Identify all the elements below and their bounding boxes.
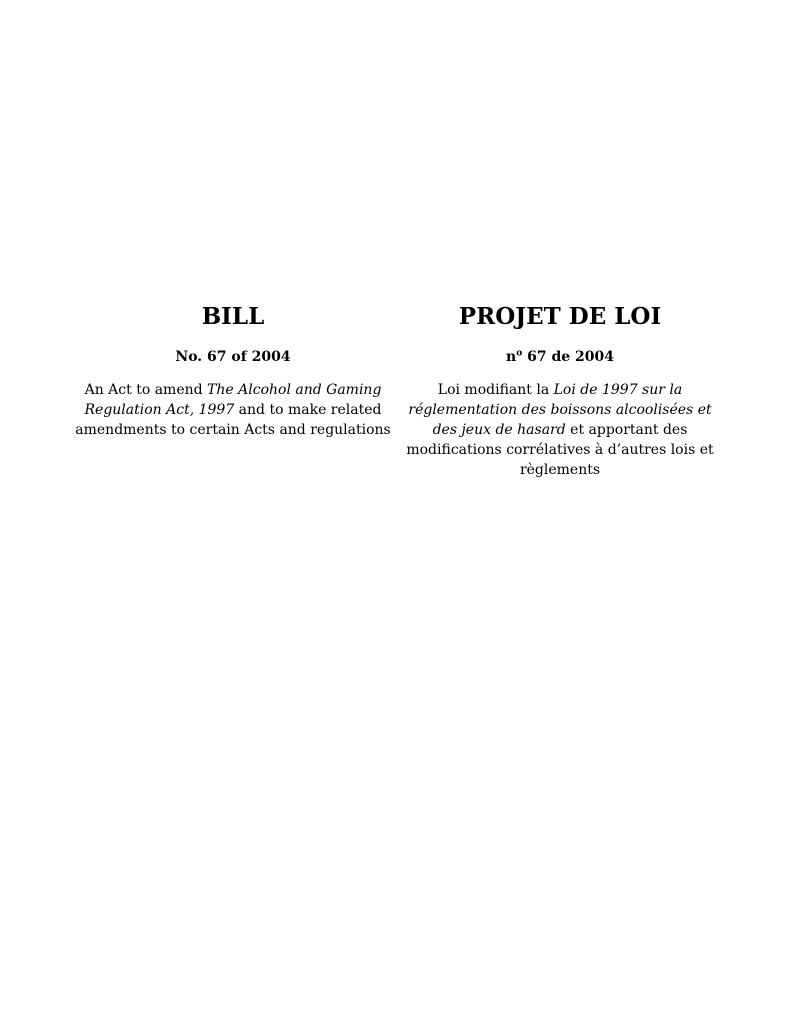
bill-description-en-part2: and to make related amendments to certain Acts and regulations <box>75 402 391 438</box>
bill-title-en: BILL <box>201 303 265 330</box>
act-title-fr: Loi de 1997 sur la réglementation des boissons alcoolisées et des jeux de hasard <box>408 382 712 438</box>
bill-description-fr-part1: Loi modifiant la <box>437 382 554 398</box>
bill-description-en-part1: An Act to amend <box>84 382 208 398</box>
bill-description-en <box>68 380 398 440</box>
bill-number-en: No. 67 of 2004 <box>175 349 291 365</box>
act-title-en: The Alcohol and Gaming Regulation Act, 1997 <box>84 382 382 418</box>
bill-description-fr <box>405 380 715 480</box>
bill-number-fr-superscript: o <box>516 348 523 359</box>
bill-description-fr-part2: et apportant des modifications corrélatives à d’autres lois et règlements <box>406 422 714 478</box>
bill-title-fr: PROJET DE LOI <box>458 303 662 330</box>
bill-number-fr-rest: 67 de 2004 <box>522 349 614 365</box>
bill-number-fr-prefix: n <box>506 349 517 365</box>
english-column <box>68 300 398 440</box>
bill-number-fr <box>405 347 715 367</box>
french-column <box>405 300 715 480</box>
